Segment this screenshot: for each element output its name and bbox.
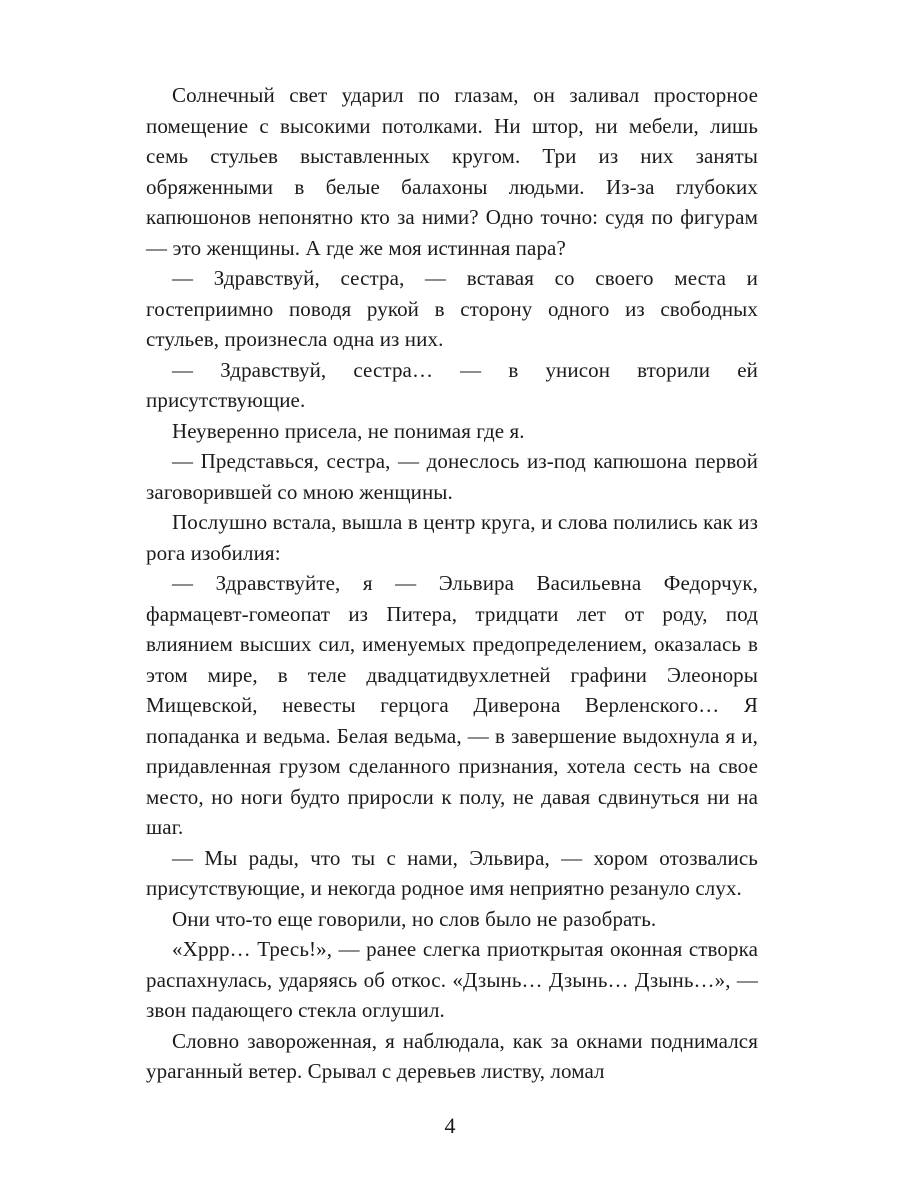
paragraph: Они что-то еще говорили, но слов было не разобрать. bbox=[172, 906, 657, 931]
paragraph: Послушно встала, вышла в центр круга, и слова полились как из рога изобилия: bbox=[146, 510, 758, 565]
paragraph: Неуверенно присела, не понимая где я. bbox=[172, 418, 525, 443]
paragraph: — Представься, сестра, — донеслось из-под капюшона первой заговорившей со мною женщины. bbox=[146, 449, 758, 504]
paragraph: — Здравствуй, сестра… — в унисон вторили ей присутствующие. bbox=[146, 357, 758, 412]
page-number: 4 bbox=[444, 1113, 456, 1138]
paragraph: Словно завороженная, я наблюдала, как за окнами поднимался ураганный ветер. Срывал с деревьев листву, ломал bbox=[146, 1028, 758, 1083]
paragraph: — Мы рады, что ты с нами, Эльвира, — хором отозвались присутствующие, и некогда родное имя неприятно резануло слух. bbox=[146, 845, 758, 900]
paragraph: — Здравствуй, сестра, — вставая со своего места и гостеприимно поводя рукой в сторону одного из свободных стульев, произнесла одна из них. bbox=[146, 266, 758, 351]
body-text bbox=[146, 80, 758, 1087]
paragraph: «Хррр… Тресь!», — ранее слегка приоткрытая оконная створка распахнулась, ударяясь об откос. «Дзынь… Дзынь… Дзынь…», — звон падающего стекла оглушил. bbox=[146, 937, 758, 1022]
paragraph: Солнечный свет ударил по глазам, он заливал просторное помещение с высокими потолками. Ни штор, ни мебели, лишь семь стульев выставленных кругом. Три из них заняты обряженными в белые балахоны людьми. Из-за глубоких капюшонов непонятно кто за ними? Одно точно: судя по фигурам — это женщины. А где же моя истинная пара? bbox=[146, 83, 758, 260]
paragraph: — Здравствуйте, я — Эльвира Васильевна Федорчук, фармацевт-гомеопат из Питера, тридцати лет от роду, под влиянием высших сил, именуемых предопределением, оказалась в этом мире, в теле двадцатидвухлетней графини Элеоноры Мищевской, невесты герцога Диверона Верленского… Я попаданка и ведьма. Белая ведьма, — в завершение выдохнула я и, придавленная грузом сделанного признания, хотела сесть на свое место, но ноги будто приросли к полу, не давая сдвинуться ни на шаг. bbox=[146, 571, 758, 839]
